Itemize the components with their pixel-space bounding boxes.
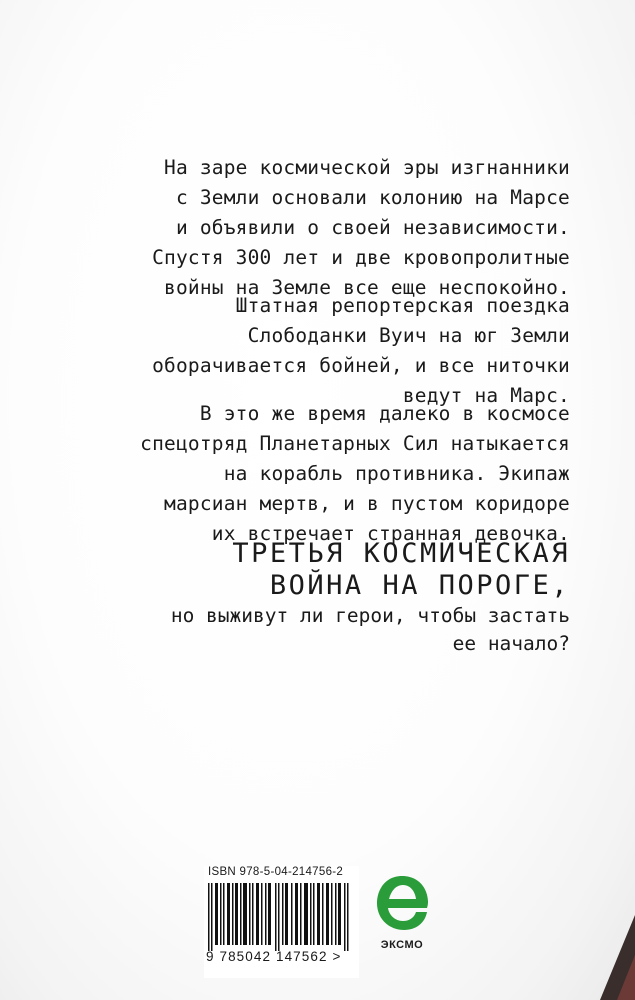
text-line: Штатная репортерская поездка: [235, 294, 570, 317]
publisher-name: ЭКСМО: [380, 939, 424, 951]
text-line: с Земли основали колонию на Марсе: [175, 186, 570, 209]
barcode-block: [204, 866, 359, 978]
text-line: Слободанки Вуич на юг Земли: [247, 324, 570, 347]
text-line: войны на Земле все еще неспокойно.: [164, 276, 570, 299]
text-line: спецотряд Планетарных Сил натыкается: [140, 432, 570, 455]
text-line: их встречает странная девочка.: [211, 522, 570, 545]
barcode-icon: [208, 883, 354, 951]
tagline-question-1: но выживут ли герои, чтобы застать: [170, 604, 570, 627]
eksmo-logo-icon: [372, 872, 432, 936]
tagline-headline-1: ТРЕТЬЯ КОСМИЧЕСКАЯ: [232, 538, 570, 569]
synopsis-paragraph-2: [70, 291, 570, 411]
text-line: и объявили о своей независимости.: [175, 216, 570, 239]
text-line: на корабль противника. Экипаж: [223, 462, 570, 485]
text-line: марсиан мертв, и в пустом коридоре: [164, 492, 570, 515]
isbn-label: ISBN 978-5-04-214756-2: [208, 866, 344, 878]
tagline: [60, 538, 570, 658]
text-line: На заре космической эры изгнанники: [164, 156, 570, 179]
text-line: Спустя 300 лет и две кровопролитные: [152, 246, 570, 269]
synopsis-paragraph-3: [70, 399, 570, 549]
cover-wrap-edge: [505, 860, 635, 1000]
synopsis-paragraph-1: [70, 153, 570, 303]
text-line: оборачивается бойней, и все ниточки: [152, 354, 570, 377]
tagline-question-2: ее начало?: [452, 632, 570, 655]
tagline-headline-2: ВОЙНА НА ПОРОГЕ,: [269, 570, 570, 601]
barcode-number: 9 785042 147562 >: [206, 949, 342, 964]
text-line: ведут на Марс.: [402, 384, 570, 407]
text-line: В это же время далеко в космосе: [199, 402, 570, 425]
